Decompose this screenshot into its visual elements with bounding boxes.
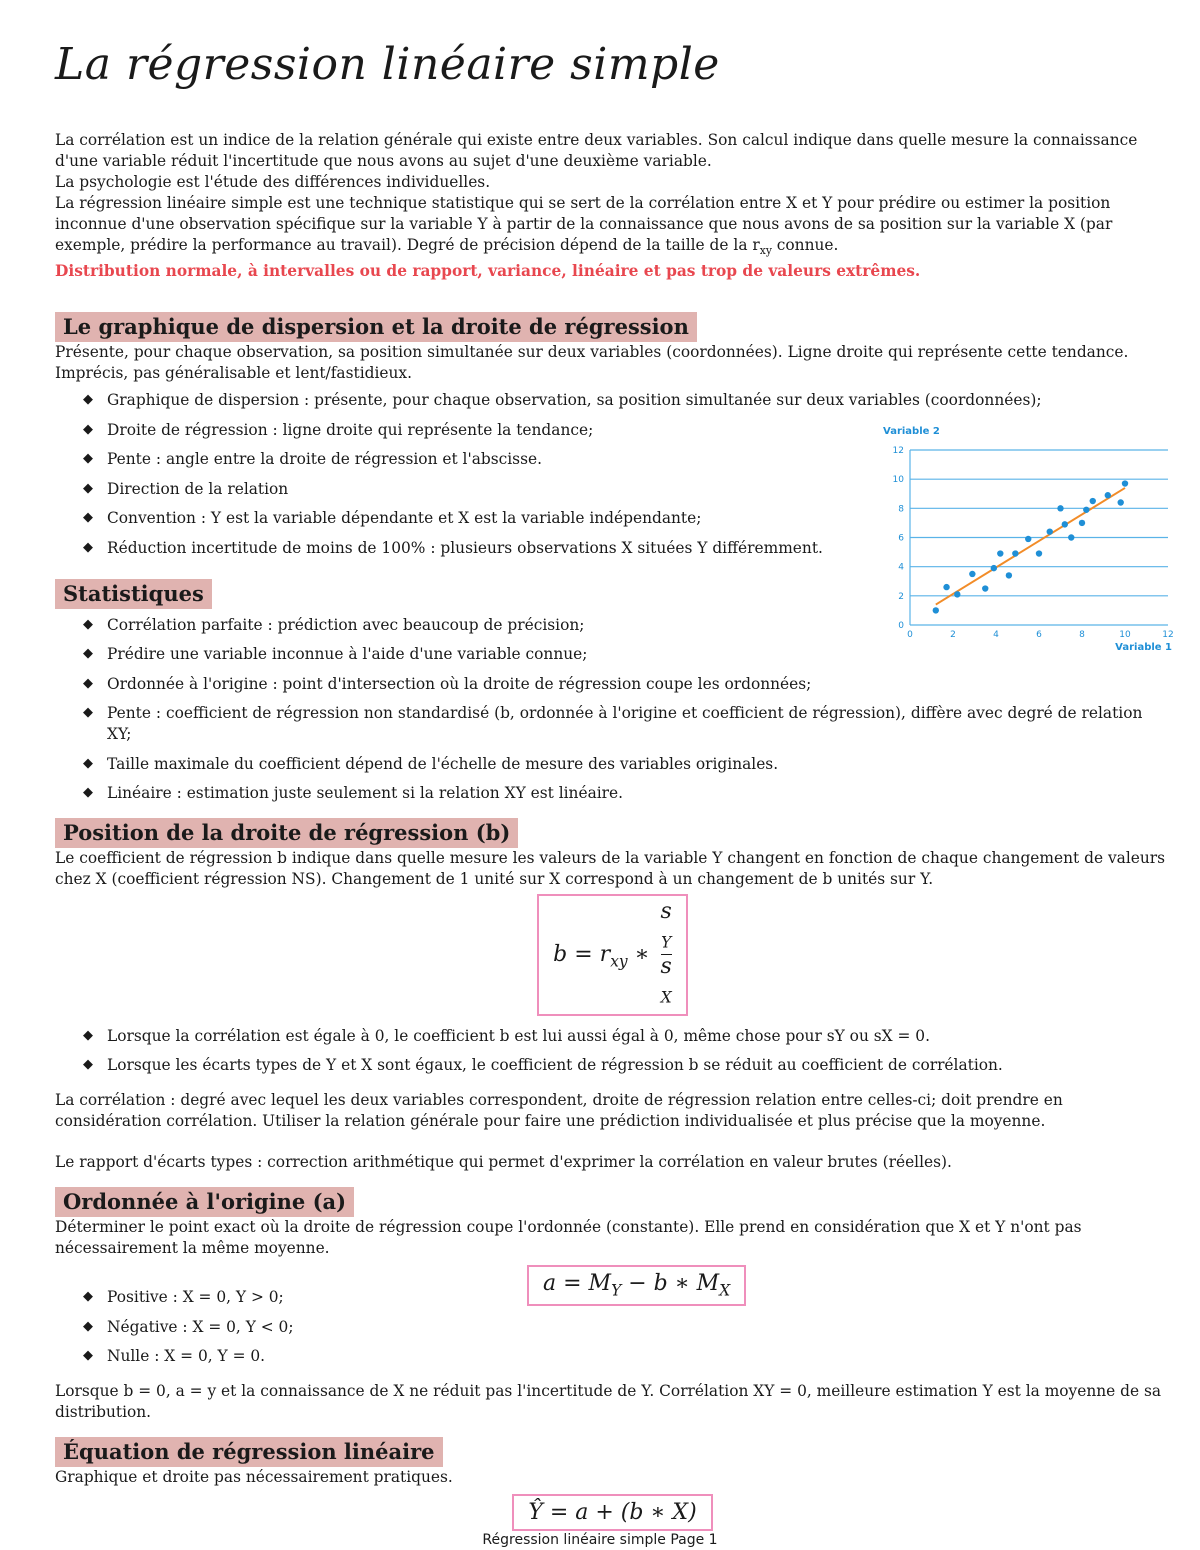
diamond-bullet-icon: ◆ <box>83 1027 93 1043</box>
section-heading: Ordonnée à l'origine (a) <box>55 1187 354 1217</box>
x-tick-label: 10 <box>1119 630 1131 640</box>
data-point <box>1062 521 1068 527</box>
formula-b: $b = r_{xy}$ ∗ s $_Y$ s $_X$ <box>537 894 688 1016</box>
x-tick-label: 6 <box>1036 630 1042 640</box>
data-point <box>933 607 939 613</box>
section-text: Le coefficient de régression b indique dans quelle mesure les valeurs de la variable Y changent en fonction de chaque changement de valeurs chez X (coefficient régression NS). Changement de 1 unité sur X correspond à un changement de b unités sur Y. <box>55 849 1166 889</box>
section-heading: Équation de régression linéaire <box>55 1437 443 1467</box>
data-point <box>1047 528 1053 534</box>
list-item: ◆ Réduction incertitude de moins de 100% : plusieurs observations X situées Y différemment. <box>83 538 823 557</box>
section-text: Graphique et droite pas nécessairement pratiques. <box>55 1468 453 1487</box>
list-item: ◆ Corrélation parfaite : prédiction avec beaucoup de précision; <box>83 615 585 634</box>
data-point <box>1057 505 1063 511</box>
data-point <box>1012 550 1018 556</box>
data-point <box>1068 534 1074 540</box>
formula-a: $a = M_Y - b$ ∗ $M_X$ <box>527 1265 746 1305</box>
diamond-bullet-icon: ◆ <box>83 392 93 408</box>
section-paragraph: Lorsque b = 0, a = y et la connaissance de X ne réduit pas l'incertitude de Y. Corrélation XY = 0, meilleure estimation Y est la moyenne de sa distribution. <box>55 1382 1162 1422</box>
intro <box>55 130 1170 282</box>
list-item: ◆ Négative : X = 0, Y < 0; <box>83 1317 294 1336</box>
list-item: ◆ Positive : X = 0, Y > 0; <box>83 1288 284 1307</box>
diamond-bullet-icon: ◆ <box>83 480 93 496</box>
list-item: ◆ Direction de la relation <box>83 479 289 498</box>
diamond-bullet-icon: ◆ <box>83 1289 93 1305</box>
data-point <box>943 584 949 590</box>
x-axis-label: Variable 1 <box>1115 642 1172 653</box>
y-tick-label: 4 <box>898 562 904 573</box>
section-heading: Position de la droite de régression (b) <box>55 818 518 848</box>
data-point <box>1036 550 1042 556</box>
list-item: ◆ Taille maximale du coefficient dépend de l'échelle de mesure des variables originales. <box>83 754 779 773</box>
y-tick-label: 0 <box>898 621 904 631</box>
intro-paragraph-1: La corrélation est un indice de la relation générale qui existe entre deux variables. Son calcul indique dans quelle mesure la connaissance d'une variable réduit l'incertitude que nous avons au sujet d'une deuxième variable. <box>55 131 1138 170</box>
x-tick-label: 8 <box>1079 630 1085 640</box>
list-item: ◆ Nulle : X = 0, Y = 0. <box>83 1347 266 1366</box>
list-item: ◆ Droite de régression : ligne droite qui représente la tendance; <box>83 420 594 439</box>
data-point <box>991 565 997 571</box>
data-point <box>997 550 1003 556</box>
section-slope <box>55 818 1170 1173</box>
list-item: ◆ Graphique de dispersion : présente, pour chaque observation, sa position simultanée sur deux variables (coordonnées); <box>83 391 1042 410</box>
data-point <box>1025 536 1031 542</box>
section-equation <box>55 1437 1170 1531</box>
x-tick-label: 2 <box>950 630 956 640</box>
diamond-bullet-icon: ◆ <box>83 510 93 526</box>
diamond-bullet-icon: ◆ <box>83 451 93 467</box>
y-axis-label: Variable 2 <box>883 426 940 437</box>
y-tick-label: 2 <box>898 591 904 602</box>
document-page <box>55 22 1170 1531</box>
data-point <box>1006 572 1012 578</box>
x-tick-label: 0 <box>907 630 913 640</box>
list-item: ◆ Ordonnée à l'origine : point d'intersection où la droite de régression coupe les ordonnées; <box>83 674 812 693</box>
section-text: Déterminer le point exact où la droite de régression coupe l'ordonnée (constante). Elle prend en considération que X et Y n'ont pas nécessairement la même moyenne. <box>55 1218 1082 1258</box>
diamond-bullet-icon: ◆ <box>83 755 93 771</box>
list-item: ◆ Pente : coefficient de régression non standardisé (b, ordonnée à l'origine et coefficient de régression), diffère avec degré de relation XY; <box>83 704 1143 744</box>
diamond-bullet-icon: ◆ <box>83 675 93 691</box>
data-point <box>1105 492 1111 498</box>
formula-regression: Ŷ = a + (b ∗ X) <box>512 1494 712 1531</box>
diamond-bullet-icon: ◆ <box>83 1057 93 1073</box>
section-intercept <box>55 1187 1170 1423</box>
data-point <box>982 585 988 591</box>
list-item: ◆ Prédire une variable inconnue à l'aide d'une variable connue; <box>83 645 588 664</box>
diamond-bullet-icon: ◆ <box>83 646 93 662</box>
y-tick-label: 12 <box>892 446 904 456</box>
data-point <box>1118 499 1124 505</box>
bullet-list <box>55 1026 1170 1077</box>
y-tick-label: 6 <box>898 533 904 544</box>
section-paragraph: Le rapport d'écarts types : correction arithmétique qui permet d'exprimer la corrélation en valeur brutes (réelles). <box>55 1153 952 1172</box>
x-tick-label: 12 <box>1162 630 1174 640</box>
data-point <box>1090 498 1096 504</box>
data-point <box>1079 520 1085 526</box>
intro-paragraph-2: La psychologie est l'étude des différences individuelles. <box>55 173 491 191</box>
diamond-bullet-icon: ◆ <box>83 539 93 555</box>
page-footer: Régression linéaire simple Page 1 <box>482 1532 718 1548</box>
diamond-bullet-icon: ◆ <box>83 1348 93 1364</box>
list-item: ◆ Lorsque les écarts types de Y et X sont égaux, le coefficient de régression b se réduit au coefficient de corrélation. <box>83 1056 1003 1075</box>
y-tick-label: 8 <box>898 504 904 515</box>
x-tick-label: 4 <box>993 630 999 640</box>
y-tick-label: 10 <box>892 475 904 486</box>
data-point <box>969 571 975 577</box>
data-point <box>954 591 960 597</box>
list-item: ◆ Convention : Y est la variable dépendante et X est la variable indépendante; <box>83 509 702 528</box>
data-point <box>1083 507 1089 513</box>
section-text: Présente, pour chaque observation, sa position simultanée sur deux variables (coordonnées). Ligne droite qui représente cette tendance. Imprécis, pas généralisable et lent/fastidieux. <box>55 343 1129 383</box>
list-item: ◆ Lorsque la corrélation est égale à 0, le coefficient b est lui aussi égal à 0, même chose pour sY ou sX = 0. <box>83 1026 930 1045</box>
scatter-chart <box>878 420 1178 660</box>
section-paragraph: La corrélation : degré avec lequel les deux variables correspondent, droite de régression relation entre celles-ci; doit prendre en considération corrélation. Utiliser la relation générale pour faire une prédiction individualisée et plus précise que la moyenne. <box>55 1091 1063 1131</box>
diamond-bullet-icon: ◆ <box>83 421 93 437</box>
section-heading: Le graphique de dispersion et la droite de régression <box>55 312 697 342</box>
intro-requirements: Distribution normale, à intervalles ou de rapport, variance, linéaire et pas trop de valeurs extrêmes. <box>55 262 921 281</box>
list-item: ◆ Linéaire : estimation juste seulement si la relation XY est linéaire. <box>83 784 624 803</box>
diamond-bullet-icon: ◆ <box>83 616 93 632</box>
diamond-bullet-icon: ◆ <box>83 705 93 721</box>
diamond-bullet-icon: ◆ <box>83 1318 93 1334</box>
data-point <box>1122 480 1128 486</box>
diamond-bullet-icon: ◆ <box>83 785 93 801</box>
trend-line <box>936 488 1125 605</box>
page-title: La régression linéaire simple <box>55 39 720 90</box>
section-heading: Statistiques <box>55 579 212 609</box>
intro-paragraph-3: La régression linéaire simple est une technique statistique qui se sert de la corrélation entre X et Y pour prédire ou estimer la position inconnue d'une observation spécifique sur la variable Y à partir de la connaissance que nous avons de sa position sur la variable X (par exemple, prédire la performance au travail). Degré de précision dépend de la taille de la $r_{xy}$ connue. <box>55 194 1113 258</box>
list-item: ◆ Pente : angle entre la droite de régression et l'abscisse. <box>83 450 542 469</box>
bullet-list <box>55 1287 1170 1367</box>
